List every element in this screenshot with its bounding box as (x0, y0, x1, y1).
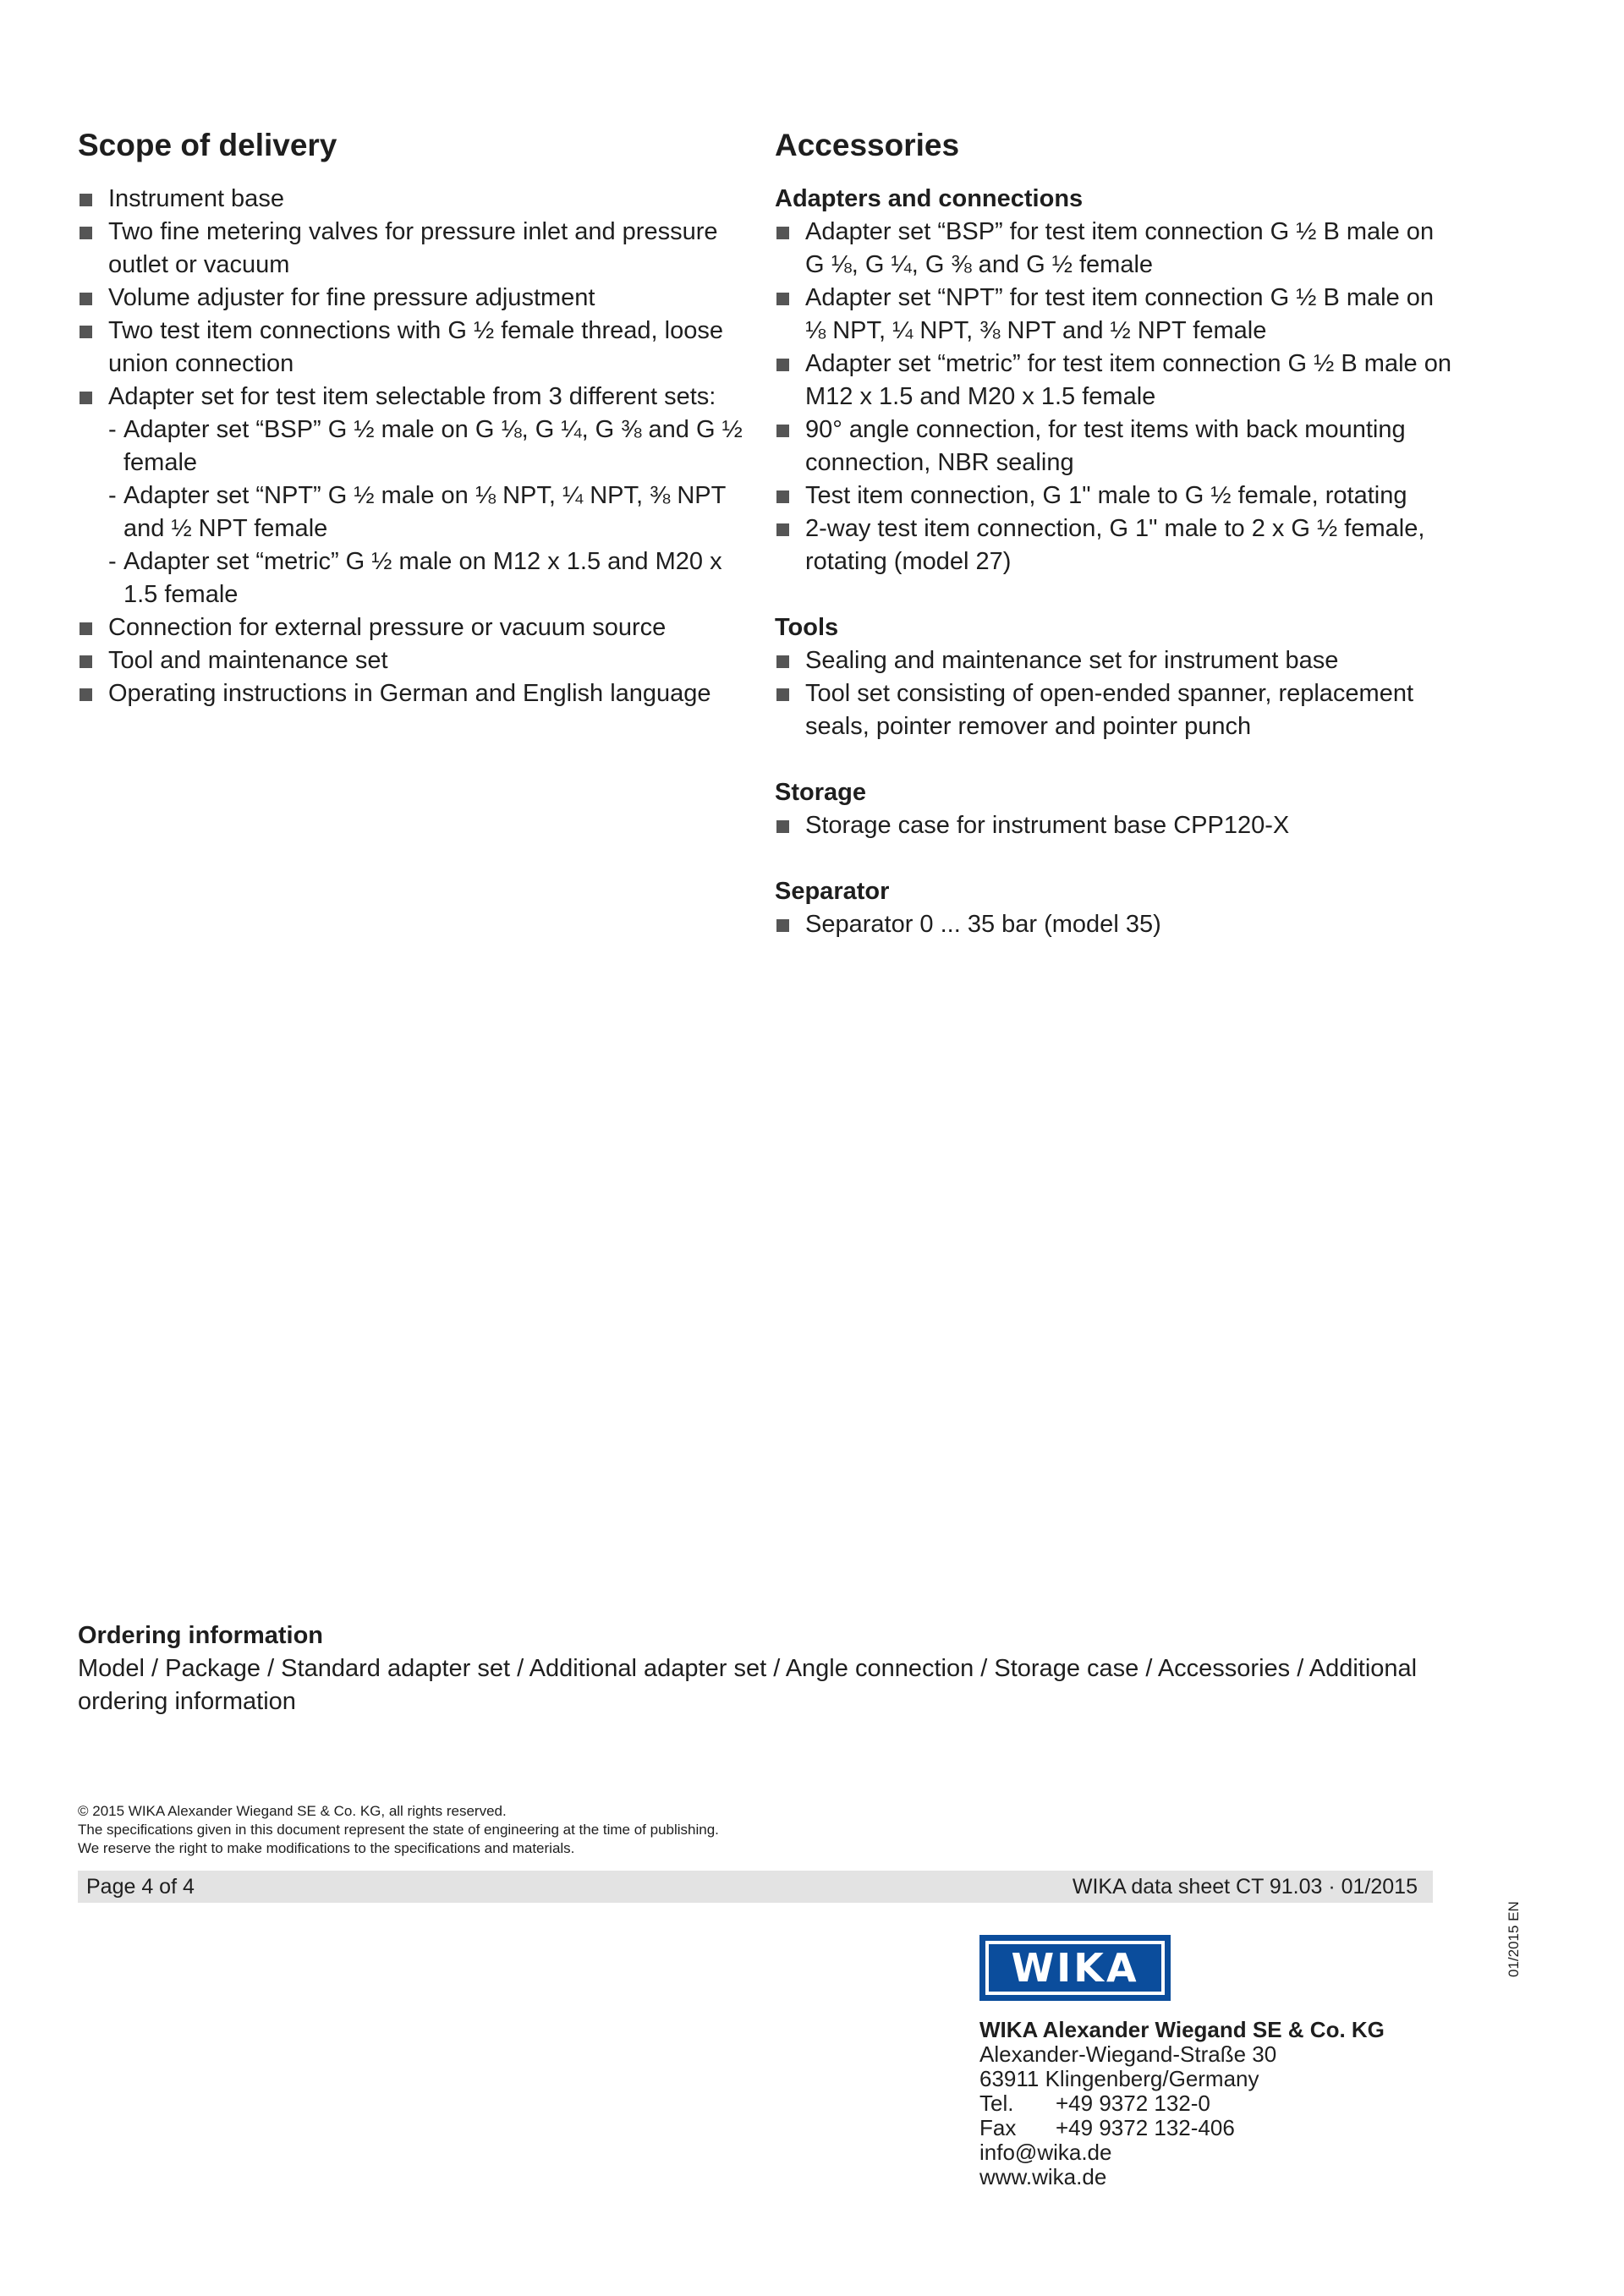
wika-logo (979, 1935, 1171, 2001)
list-item: Adapter set “NPT” for test item connection G ½ B male on ⅛ NPT, ¼ NPT, ⅜ NPT and ½ NPT female (775, 282, 1451, 348)
list-item: Operating instructions in German and English language (78, 677, 746, 710)
copyright-line: The specifications given in this document represent the state of engineering at the time of publishing. (78, 1822, 719, 1838)
tel-value: +49 9372 132-0 (1056, 2091, 1210, 2116)
side-date-label: 01/2015 EN (1506, 1901, 1522, 1977)
list-item: 90° angle connection, for test items with back mounting connection, NBR sealing (775, 414, 1451, 479)
separator-heading: Separator (775, 878, 890, 906)
list-item: Two fine metering valves for pressure inlet and pressure outlet or vacuum (78, 216, 746, 282)
ordering-information (78, 1619, 1448, 1718)
list-item: Adapter set “BSP” for test item connection G ½ B male on G ⅛, G ¼, G ⅜ and G ½ female (775, 216, 1451, 282)
list-item: Connection for external pressure or vacuum source (78, 611, 746, 644)
copyright-notice (78, 1802, 1008, 1858)
scope-list (78, 183, 746, 710)
sub-list-item: - Adapter set “NPT” G ½ male on ⅛ NPT, ¼ NPT, ⅜ NPT and ½ NPT female (108, 479, 746, 545)
tel-label: Tel. (979, 2091, 1014, 2116)
tools-section (775, 611, 1451, 743)
street: Alexander-Wiegand-Straße 30 (979, 2041, 1277, 2067)
storage-section (775, 776, 1451, 842)
sub-list-item: - Adapter set “BSP” G ½ male on G ⅛, G ¼, G ⅜ and G ½ female (108, 414, 746, 479)
company-name: WIKA Alexander Wiegand SE & Co. KG (979, 2017, 1385, 2042)
sub-list-item: - Adapter set “metric” G ½ male on M12 x 1.5 and M20 x 1.5 female (108, 545, 746, 611)
list-item: Volume adjuster for fine pressure adjustment (78, 282, 746, 315)
telephone (979, 2091, 1453, 2116)
storage-list (775, 809, 1451, 842)
website-link[interactable]: www.wika.de (979, 2164, 1107, 2189)
copyright-line: © 2015 WIKA Alexander Wiegand SE & Co. KG, all rights reserved. (78, 1803, 507, 1819)
company-address (979, 2018, 1453, 2189)
list-item: Storage case for instrument base CPP120-X (775, 809, 1451, 842)
list-item-label: Adapter set for test item selectable from 3 different sets: (108, 383, 716, 411)
data-sheet-id: WIKA data sheet CT 91.03 · 01/2015 (1072, 1875, 1418, 1899)
page-footer-bar (78, 1871, 1433, 1903)
scope-of-delivery-section (78, 127, 746, 710)
adapters-list (775, 216, 1451, 578)
adapters-section (775, 183, 1451, 578)
separator-section (775, 875, 1451, 941)
copyright-line: We reserve the right to make modifications to the specifications and materials. (78, 1840, 575, 1856)
list-item: Tool set consisting of open-ended spanner, replacement seals, pointer remover and pointer punch (775, 677, 1451, 743)
accessories-title: Accessories (775, 128, 960, 162)
list-item: Separator 0 ... 35 bar (model 35) (775, 908, 1451, 941)
city: 63911 Klingenberg/Germany (979, 2066, 1259, 2091)
accessories-section (775, 127, 1451, 974)
separator-list (775, 908, 1451, 941)
list-item: Instrument base (78, 183, 746, 216)
ordering-text: Model / Package / Standard adapter set / Additional adapter set / Angle connection / Storage case / Accessories / Additional ordering information (78, 1655, 1418, 1715)
fax (979, 2116, 1453, 2140)
list-item: Test item connection, G 1" male to G ½ female, rotating (775, 479, 1451, 512)
adapter-sublist (108, 414, 746, 611)
page-number: Page 4 of 4 (86, 1875, 195, 1899)
list-item: Tool and maintenance set (78, 644, 746, 677)
tools-list (775, 644, 1451, 743)
list-item-adapter-set (78, 381, 746, 611)
logo-text: WIKA (989, 1944, 1161, 1992)
scope-title: Scope of delivery (78, 128, 337, 162)
adapters-heading: Adapters and connections (775, 185, 1084, 213)
storage-heading: Storage (775, 779, 866, 807)
email-link[interactable]: info@wika.de (979, 2140, 1112, 2165)
fax-value: +49 9372 132-406 (1056, 2115, 1235, 2140)
ordering-heading: Ordering information (78, 1622, 323, 1649)
list-item: 2-way test item connection, G 1" male to 2 x G ½ female, rotating (model 27) (775, 512, 1451, 578)
list-item: Two test item connections with G ½ female thread, loose union connection (78, 315, 746, 381)
fax-label: Fax (979, 2115, 1017, 2140)
tools-heading: Tools (775, 614, 839, 642)
list-item: Adapter set “metric” for test item connection G ½ B male on M12 x 1.5 and M20 x 1.5 female (775, 348, 1451, 414)
list-item: Sealing and maintenance set for instrument base (775, 644, 1451, 677)
